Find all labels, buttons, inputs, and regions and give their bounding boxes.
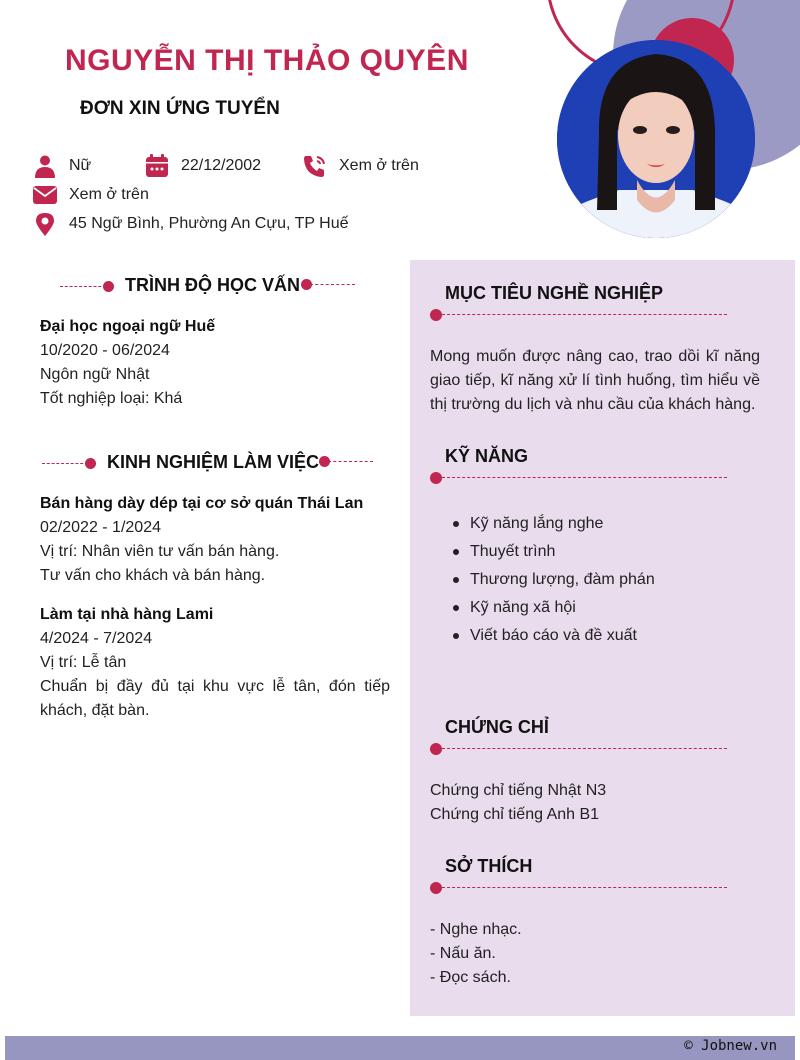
certificates-section-header (410, 717, 795, 761)
list-item: Viết báo cáo và đề xuất (450, 622, 655, 650)
calendar-icon (145, 154, 169, 178)
address-value: 45 Ngữ Bình, Phường An Cựu, TP Huế (69, 215, 349, 232)
phone-icon (303, 154, 327, 178)
hobbies-section-header (410, 856, 795, 900)
job-period: 02/2022 - 1/2024 (40, 519, 161, 536)
experience-job (40, 492, 390, 588)
list-item: - Nghe nhạc. (430, 921, 522, 938)
footer-bar (5, 1036, 795, 1060)
phone-value: Xem ở trên (339, 157, 419, 174)
objective-title: MỤC TIÊU NGHỀ NGHIỆP (445, 283, 664, 303)
certificates-title: CHỨNG CHỈ (445, 717, 549, 737)
job-description: Tư vấn cho khách và bán hàng. (40, 567, 266, 584)
list-item: Thương lượng, đàm phán (450, 566, 655, 594)
education-title: TRÌNH ĐỘ HỌC VẤN (125, 275, 300, 295)
candidate-name: NGUYỄN THỊ THẢO QUYÊN (65, 44, 469, 77)
person-icon (33, 154, 57, 178)
list-item: Chứng chỉ tiếng Nhật N3 (430, 782, 607, 799)
profile-photo (557, 40, 755, 238)
contact-birthday (145, 154, 261, 178)
list-item: - Đọc sách. (430, 969, 511, 986)
objective-section-header (410, 283, 795, 327)
contact-phone (303, 154, 419, 178)
job-position: Vị trí: Lễ tân (40, 654, 127, 671)
gender-value: Nữ (69, 157, 92, 174)
document-title: ĐƠN XIN ỨNG TUYỂN (80, 98, 280, 119)
job-company: Bán hàng dày dép tại cơ sở quán Thái Lan (40, 495, 364, 512)
list-item: Chứng chỉ tiếng Anh B1 (430, 806, 600, 823)
contact-gender (33, 154, 91, 178)
contact-email (33, 183, 149, 207)
list-item: Kỹ năng lắng nghe (450, 510, 655, 538)
footer-copyright: © Jobnew.vn (684, 1038, 777, 1054)
contact-address (33, 212, 349, 236)
education-major: Ngôn ngữ Nhật (40, 366, 150, 383)
experience-job (40, 603, 390, 723)
skills-title: KỸ NĂNG (445, 446, 529, 466)
job-position: Vị trí: Nhân viên tư vấn bán hàng. (40, 543, 280, 560)
experience-title: KINH NGHIỆM LÀM VIỆC (107, 452, 320, 472)
skills-section-header (410, 446, 795, 490)
map-pin-icon (33, 212, 57, 236)
hobbies-list (430, 918, 760, 990)
skills-list (450, 510, 655, 650)
hobbies-title: SỞ THÍCH (445, 856, 533, 876)
education-period: 10/2020 - 06/2024 (40, 342, 170, 359)
certificates-list (430, 779, 760, 827)
job-company: Làm tại nhà hàng Lami (40, 606, 214, 623)
objective-text: Mong muốn được nâng cao, trao dồi kĩ năng giao tiếp, kĩ năng xử lí tình huống, tìm hiểu về thị trường du lịch và nhu cầu của khách hàng. (430, 348, 760, 413)
job-period: 4/2024 - 7/2024 (40, 630, 153, 647)
envelope-icon (33, 183, 57, 207)
education-school: Đại học ngoại ngữ Huế (40, 318, 216, 335)
birthday-value: 22/12/2002 (181, 157, 262, 174)
education-section-header (60, 275, 360, 299)
list-item: Kỹ năng xã hội (450, 594, 655, 622)
right-panel (410, 260, 795, 1016)
experience-section-header (42, 452, 382, 476)
job-description: Chuẩn bị đầy đủ tại khu vực lễ tân, đón tiếp khách, đặt bàn. (40, 678, 390, 719)
email-value: Xem ở trên (69, 186, 149, 203)
list-item: - Nấu ăn. (430, 945, 496, 962)
education-grade: Tốt nghiệp loại: Khá (40, 390, 183, 407)
education-block (40, 315, 390, 411)
list-item: Thuyết trình (450, 538, 655, 566)
